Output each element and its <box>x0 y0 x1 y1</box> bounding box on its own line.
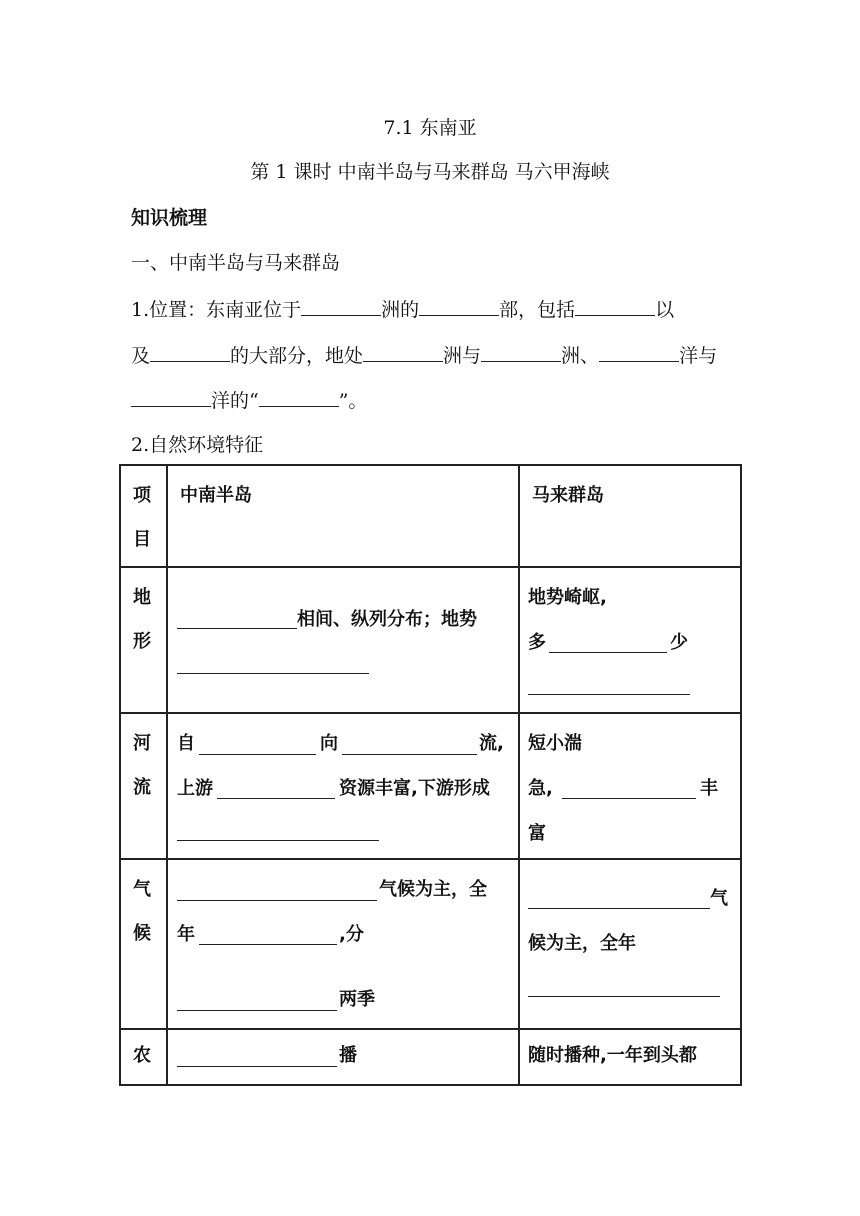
blank-continent-b[interactable] <box>481 343 561 362</box>
climate-two-seasons: 两季 <box>339 989 375 1010</box>
q1-text-l2e: 洋与 <box>679 345 718 367</box>
blank-rivers-malay[interactable] <box>562 798 696 799</box>
table-row-climate <box>120 859 741 1029</box>
agri-sow: 播 <box>339 1045 357 1066</box>
q1-text-s3: 以 <box>655 299 675 321</box>
climate-divide: ,分 <box>339 924 364 945</box>
cell-climate-label <box>120 859 167 1029</box>
q1-text-l2d: 洲、 <box>561 345 600 367</box>
environment-table <box>119 464 742 1086</box>
q2-heading: 2.自然环境特征 <box>131 434 264 456</box>
cell-col1-header <box>167 465 519 567</box>
cell-climate-malay <box>519 859 741 1029</box>
header-malay-archipelago: 马来群岛 <box>532 485 604 506</box>
table-row-header <box>120 465 741 567</box>
blank-agri-season[interactable] <box>177 1066 337 1067</box>
blank-terrain-slope[interactable] <box>177 673 369 674</box>
agri-malay-text: 随时播种,一年到头都 <box>528 1045 697 1066</box>
document-title: 7.1 东南亚 <box>383 117 477 139</box>
climate-malay-line2: 候为主，全年 <box>528 933 636 954</box>
blank-rivers-to[interactable] <box>342 754 477 755</box>
blank-terrain-malay-b[interactable] <box>528 694 690 695</box>
label-agri-1: 农 <box>133 1045 151 1066</box>
table-row-agriculture <box>120 1029 741 1085</box>
cell-col2-header <box>519 465 741 567</box>
blank-rivers-resource[interactable] <box>217 798 335 799</box>
label-climate-1: 气 <box>133 879 151 900</box>
climate-year: 年 <box>177 924 195 945</box>
blank-peninsula[interactable] <box>575 297 655 316</box>
cell-agri-malay <box>519 1029 741 1085</box>
blank-climate-type[interactable] <box>177 900 377 901</box>
cell-item-header <box>120 465 167 567</box>
document-subtitle: 第 1 课时 中南半岛与马来群岛 马六甲海峡 <box>250 161 610 183</box>
label-rivers-1: 河 <box>133 733 151 754</box>
q1-line3 <box>131 388 367 413</box>
q1-text-l3a: 洋的“ <box>211 390 259 412</box>
blank-rivers-plain[interactable] <box>177 840 379 841</box>
table-row-terrain <box>120 567 741 713</box>
q1-text-l2b: 的大部分，地处 <box>230 345 364 367</box>
rivers-malay-rapid: 急, <box>528 778 553 799</box>
rivers-malay-rich: 丰 <box>700 778 718 799</box>
blank-ocean-a[interactable] <box>599 343 679 362</box>
q1-lead: 1.位置：东南亚位于 <box>131 299 302 321</box>
q1-text-s2: 部，包括 <box>499 299 576 321</box>
blank-rivers-from[interactable] <box>199 754 316 755</box>
blank-climate-seasons[interactable] <box>177 1010 337 1011</box>
rivers-upstream: 上游 <box>177 778 213 799</box>
q1-text-s1: 洲的 <box>381 299 420 321</box>
cell-rivers-label <box>120 713 167 859</box>
part1-heading: 一、中南半岛与马来群岛 <box>131 252 341 274</box>
label-item-1: 项 <box>133 485 151 506</box>
q1-text-l3b: ”。 <box>338 390 368 412</box>
rivers-to: 向 <box>320 733 338 754</box>
label-terrain-2: 形 <box>133 631 151 652</box>
blank-terrain-mountains[interactable] <box>177 628 297 629</box>
climate-malay-qi: 气 <box>710 888 728 909</box>
q1-text-l2c: 洲与 <box>443 345 482 367</box>
q1-line2 <box>131 343 717 368</box>
cell-terrain-indochina <box>167 567 519 713</box>
rivers-downstream-text: 资源丰富,下游形成 <box>339 778 490 799</box>
label-rivers-2: 流 <box>133 777 151 798</box>
climate-indochina-line1: 气候为主，全 <box>379 879 487 900</box>
section-heading: 知识梳理 <box>131 207 208 229</box>
terrain-indochina-text: 相间、纵列分布；地势 <box>297 609 477 630</box>
label-item-2: 目 <box>133 529 151 550</box>
cell-agri-label <box>120 1029 167 1085</box>
terrain-malay-line1: 地势崎岖, <box>528 587 607 608</box>
rivers-flow: 流, <box>479 733 504 754</box>
blank-crossroads[interactable] <box>259 388 339 407</box>
table-row-rivers <box>120 713 741 859</box>
rivers-malay-line3: 富 <box>528 823 546 844</box>
rivers-malay-line1: 短小湍 <box>528 733 582 754</box>
label-climate-2: 候 <box>133 923 151 944</box>
rivers-from: 自 <box>177 733 195 754</box>
label-terrain-1: 地 <box>133 587 151 608</box>
blank-ocean-b[interactable] <box>131 388 211 407</box>
terrain-malay-less: 少 <box>670 632 688 653</box>
q1-line1 <box>131 297 674 322</box>
header-indochina: 中南半岛 <box>180 485 252 506</box>
cell-agri-indochina <box>167 1029 519 1085</box>
blank-climate-temp[interactable] <box>199 944 337 945</box>
blank-climate-malay-type[interactable] <box>528 908 710 909</box>
cell-rivers-indochina <box>167 713 519 859</box>
blank-direction[interactable] <box>419 297 499 316</box>
blank-climate-malay-year[interactable] <box>528 996 720 997</box>
cell-terrain-malay <box>519 567 741 713</box>
blank-islands[interactable] <box>150 343 230 362</box>
blank-continent[interactable] <box>301 297 381 316</box>
blank-terrain-malay-a[interactable] <box>549 652 667 653</box>
cell-terrain-label <box>120 567 167 713</box>
q1-text-l2a: 及 <box>131 345 151 367</box>
cell-climate-indochina <box>167 859 519 1029</box>
cell-rivers-malay <box>519 713 741 859</box>
terrain-malay-more: 多 <box>528 632 546 653</box>
blank-continent-a[interactable] <box>363 343 443 362</box>
